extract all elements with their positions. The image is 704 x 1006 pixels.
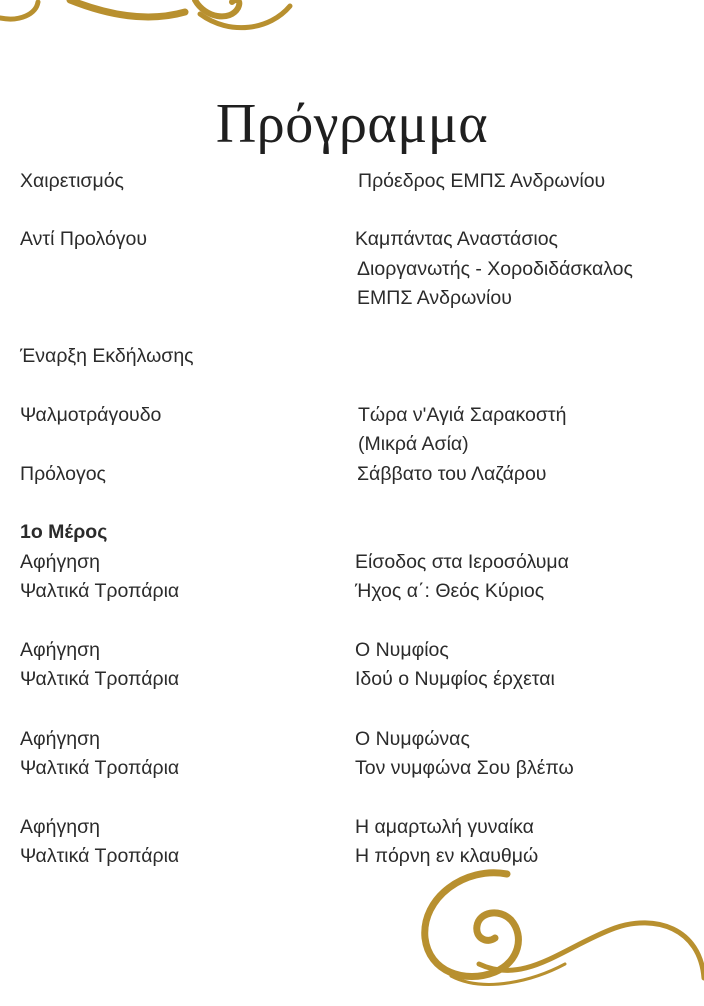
program-item-label: Ψαλμοτράγουδο [20,404,162,426]
bottom-flourish-ornament [415,868,704,1006]
program-item-label: Ψαλτικά Τροπάρια [20,757,180,779]
program-item-detail: Τον νυμφώνα Σου βλέπω [355,757,574,779]
program-item-label: Ψαλτικά Τροπάρια [20,668,180,690]
program-item-detail: Καμπάντας Αναστάσιος [355,228,558,250]
program-item-label: Ψαλτικά Τροπάρια [20,845,180,867]
program-item-detail: Η πόρνη εν κλαυθμώ [355,845,539,867]
program-item-label: Αντί Προλόγου [20,228,148,250]
program-item-detail: Η αμαρτωλή γυναίκα [355,816,534,838]
program-item-detail: Ιδού ο Νυμφίος έρχεται [355,668,555,690]
program-item-label: Έναρξη Εκδήλωσης [20,345,194,367]
program-item-label: Πρόλογος [20,463,106,485]
program-item-detail: Είσοδος στα Ιεροσόλυμα [355,551,569,573]
program-item-label: Ψαλτικά Τροπάρια [20,580,180,602]
page-title: Πρόγραμμα [215,92,489,155]
program-item-detail: Πρόεδρος ΕΜΠΣ Ανδρωνίου [358,170,606,192]
program-item-detail: ΕΜΠΣ Ανδρωνίου [357,287,512,309]
program-item-detail: Ο Νυμφώνας [355,728,470,750]
program-item-label: Αφήγηση [20,551,100,573]
program-item-detail: Διοργανωτής - Χοροδιδάσκαλος [357,258,633,280]
program-item-detail: (Μικρά Ασία) [358,433,469,455]
top-flourish-ornament [0,0,300,40]
program-item-detail: Σάββατο του Λαζάρου [357,463,547,485]
program-item-label: Αφήγηση [20,816,100,838]
program-item-detail: Τώρα ν'Αγιά Σαρακοστή [358,404,567,426]
program-item-detail: Ο Νυμφίος [355,639,449,661]
program-item-label: Χαιρετισμός [20,170,124,192]
program-item-label: Αφήγηση [20,728,100,750]
section-heading: 1ο Μέρος [20,521,108,543]
program-item-label: Αφήγηση [20,639,100,661]
program-item-detail: Ήχος α΄: Θεός Κύριος [355,580,545,602]
